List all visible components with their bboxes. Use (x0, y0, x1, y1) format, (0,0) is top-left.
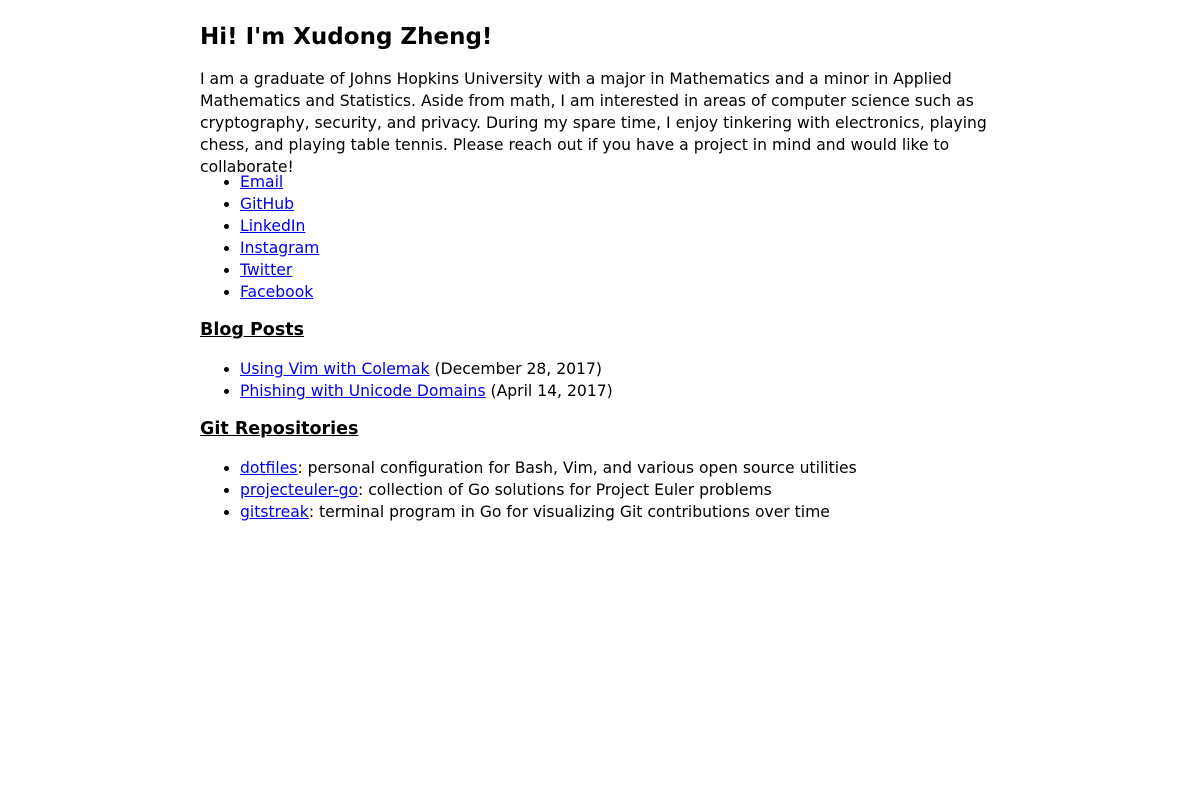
list-item (240, 281, 319, 303)
list-item (240, 380, 613, 402)
social-links-list (200, 171, 319, 303)
list-item (240, 457, 857, 479)
linkedin-link[interactable]: LinkedIn (240, 217, 306, 235)
page-title: Hi! I'm Xudong Zheng! (200, 24, 493, 50)
facebook-link[interactable]: Facebook (240, 283, 314, 301)
blog-posts-heading[interactable]: Blog Posts (200, 320, 305, 340)
github-link[interactable]: GitHub (240, 195, 295, 213)
blog-post-date: (December 28, 2017) (429, 360, 602, 378)
repo-description: : collection of Go solutions for Project Euler problems (358, 481, 772, 499)
list-item (240, 358, 613, 380)
list-item (240, 193, 319, 215)
git-repositories-heading[interactable]: Git Repositories (200, 419, 359, 439)
blog-post-link[interactable]: Phishing with Unicode Domains (240, 382, 486, 400)
email-link[interactable]: Email (240, 173, 284, 191)
repo-description: : personal configuration for Bash, Vim, and various open source utilities (297, 459, 857, 477)
list-item (240, 479, 857, 501)
repo-link[interactable]: gitstreak (240, 503, 309, 521)
list-item (240, 215, 319, 237)
list-item (240, 259, 319, 281)
list-item (240, 171, 319, 193)
repo-description: : terminal program in Go for visualizing Git contributions over time (308, 503, 830, 521)
git-repositories-list (200, 457, 857, 523)
repo-link[interactable]: projecteuler-go (240, 481, 359, 499)
blog-posts-list (200, 358, 613, 402)
twitter-link[interactable]: Twitter (240, 261, 293, 279)
blog-post-link[interactable]: Using Vim with Colemak (240, 360, 430, 378)
instagram-link[interactable]: Instagram (240, 239, 320, 257)
blog-post-date: (April 14, 2017) (485, 382, 613, 400)
list-item (240, 501, 857, 523)
repo-link[interactable]: dotfiles (240, 459, 298, 477)
list-item (240, 237, 319, 259)
intro-paragraph: I am a graduate of Johns Hopkins University with a major in Mathematics and a minor in Applied Mathematics and Statistics. Aside from math, I am interested in areas of computer science such as cryptography, security, and privacy. During my spare time, I enjoy tinkering with electronics, playing chess, and playing table tennis. Please reach out if you have a project in mind and would like to collaborate! (200, 70, 987, 176)
